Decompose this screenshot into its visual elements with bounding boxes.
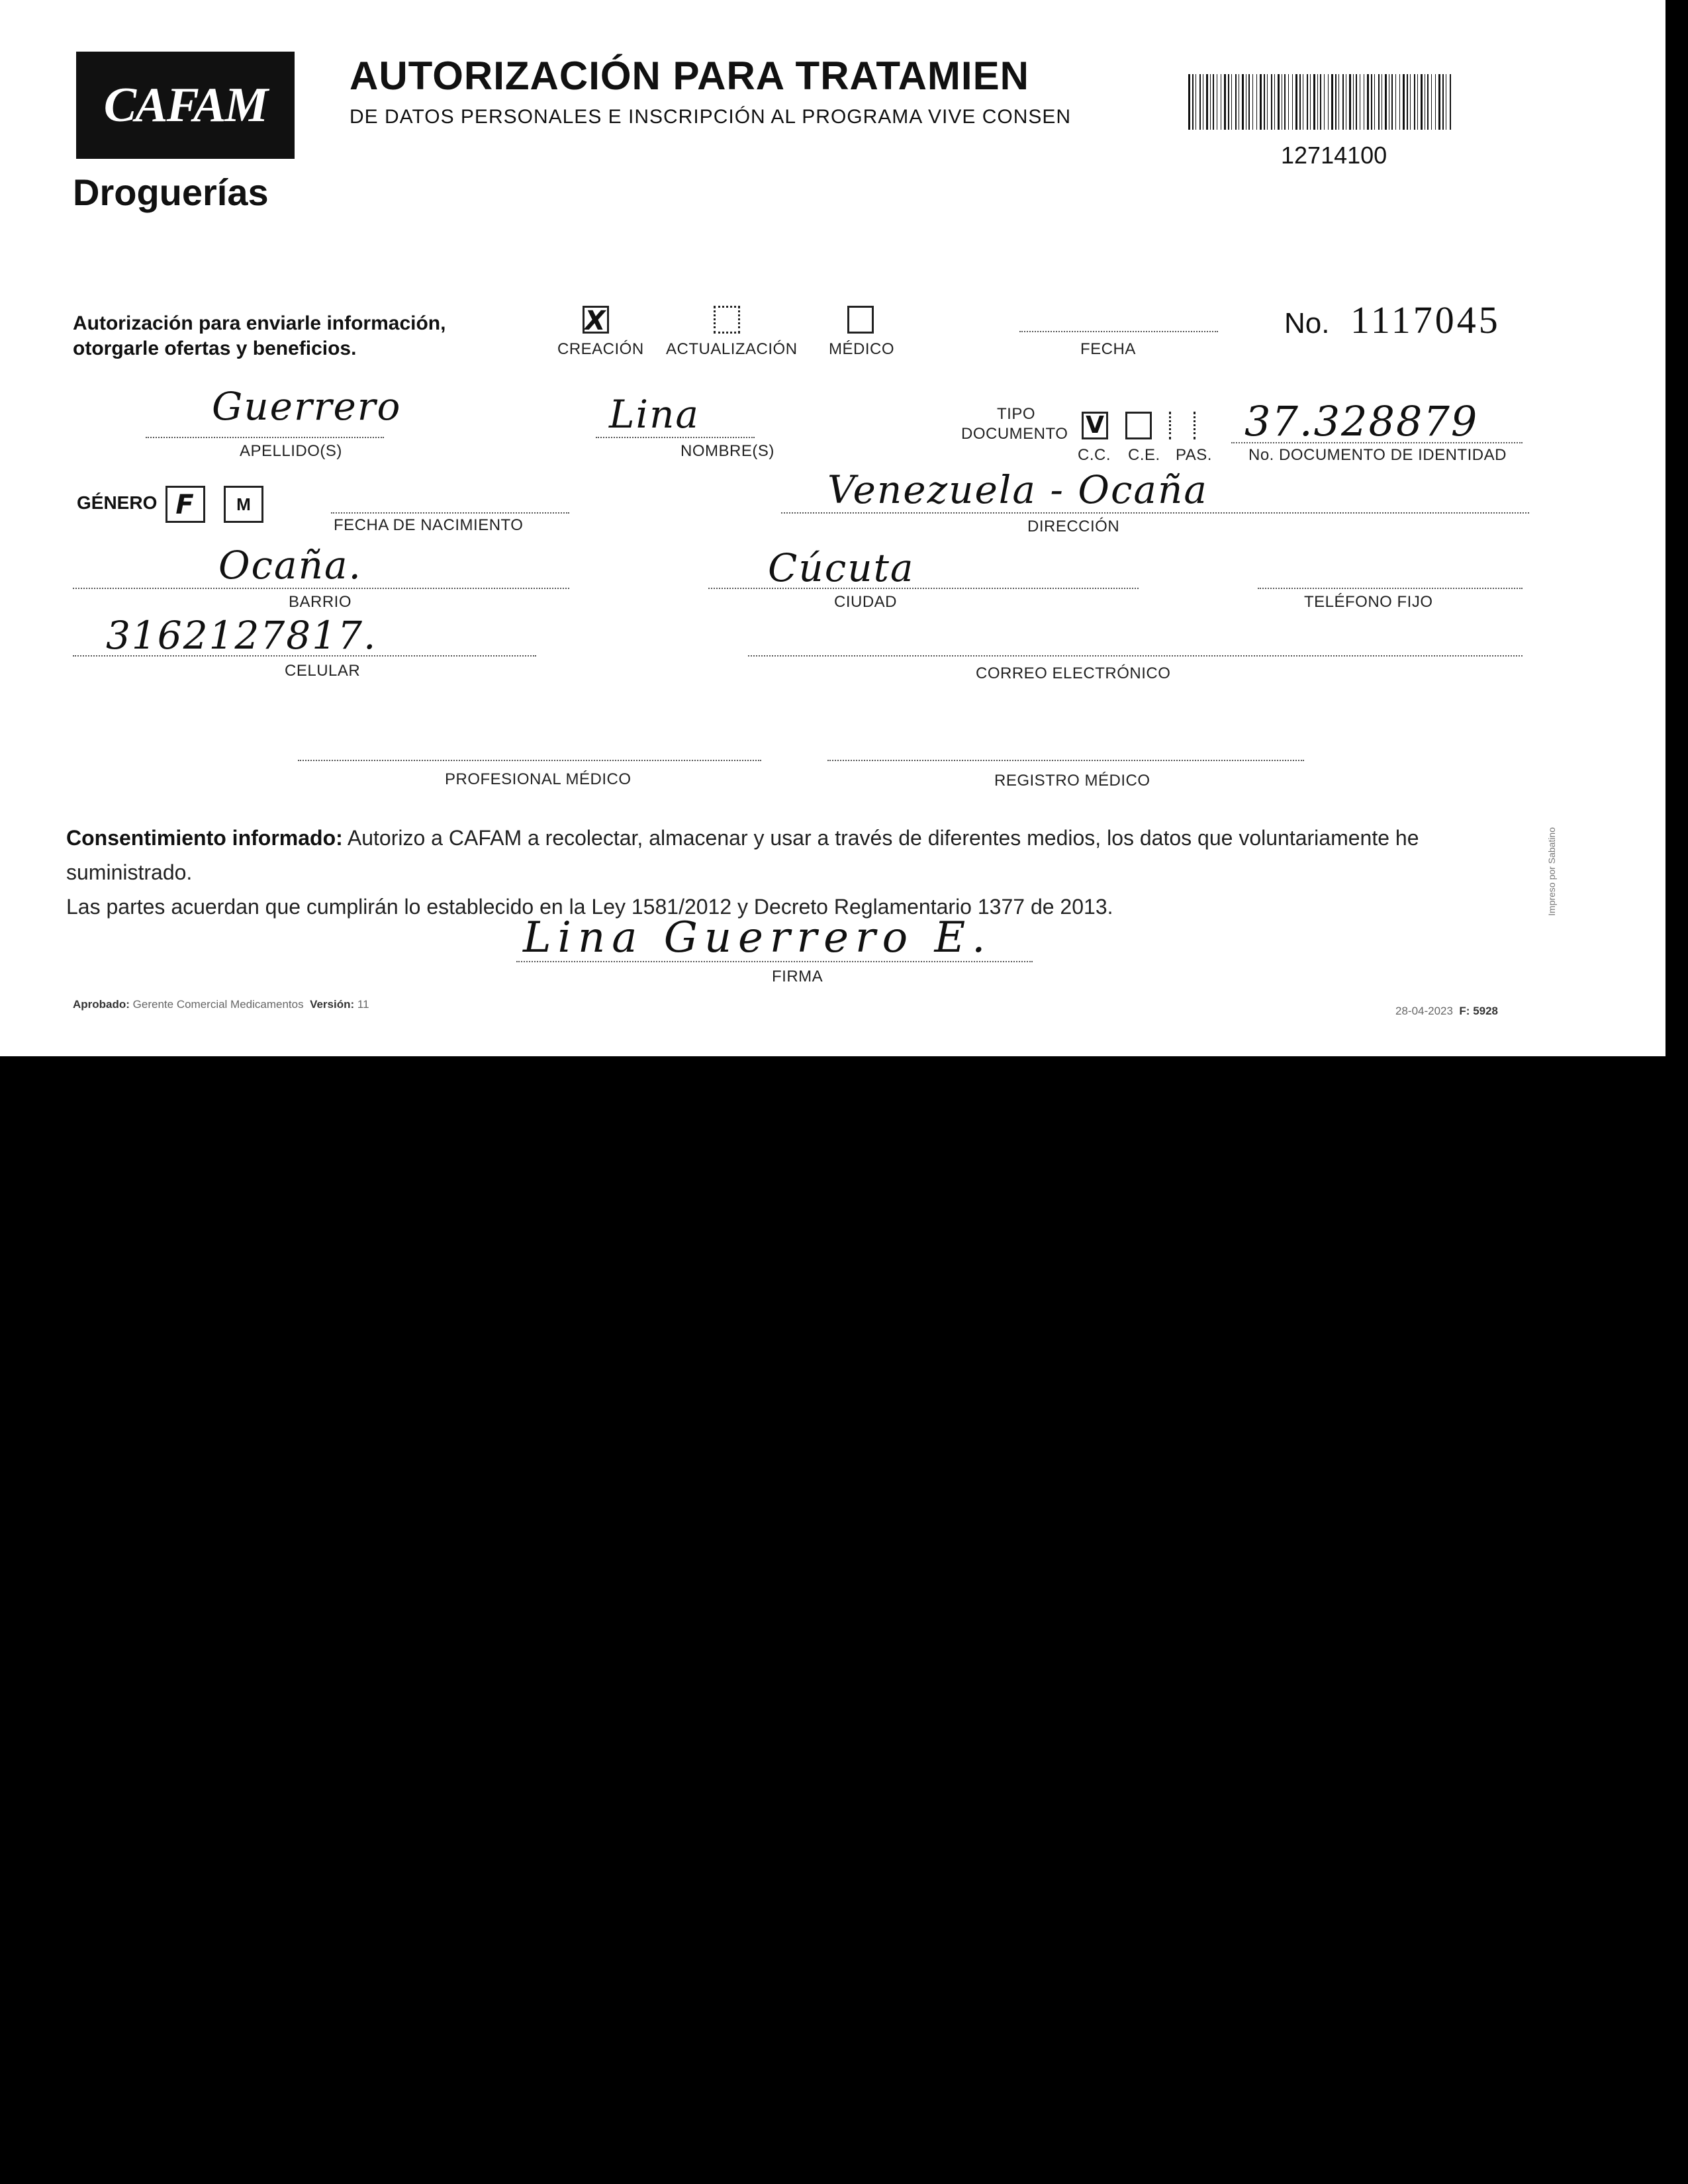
fecha-field[interactable] xyxy=(1019,331,1218,332)
checkbox-genero-f[interactable]: F xyxy=(165,486,205,523)
cc-label: C.C. xyxy=(1078,446,1111,464)
ciudad-label: CIUDAD xyxy=(834,593,898,611)
correo-field[interactable] xyxy=(748,655,1523,657)
telefono-label: TELÉFONO FIJO xyxy=(1304,593,1433,611)
pas-label: PAS. xyxy=(1176,446,1212,464)
medico-label: MÉDICO xyxy=(829,340,894,358)
checkbox-ce[interactable] xyxy=(1125,412,1152,439)
nombres-field[interactable] xyxy=(596,437,755,438)
actualizacion-label: ACTUALIZACIÓN xyxy=(666,340,798,358)
fecha-nacimiento-field[interactable] xyxy=(331,512,569,514)
ce-label: C.E. xyxy=(1128,446,1160,464)
celular-field[interactable] xyxy=(73,655,536,657)
direccion-value: Venezuela - Ocaña xyxy=(827,467,1208,512)
registro-field[interactable] xyxy=(827,760,1304,761)
barrio-label: BARRIO xyxy=(289,593,352,611)
profesional-field[interactable] xyxy=(298,760,761,761)
doc-number-label: No. DOCUMENTO DE IDENTIDAD xyxy=(1248,446,1507,464)
consent-text: Consentimiento informado: Autorizo a CAFAM a recolectar, almacenar y usar a través de diferentes medios, los datos que voluntariamente he suministrado. Las partes acuerdan que cumplirán lo establecido en la Ley 1581/2012 y Decreto Reglamentario 1377 de 2013. xyxy=(66,826,1419,919)
checkbox-actualizacion[interactable] xyxy=(714,306,740,334)
number-prefix: No. xyxy=(1284,307,1330,340)
barcode-icon xyxy=(1188,74,1453,130)
checkbox-creacion[interactable]: X xyxy=(583,306,609,334)
footer-date: 28-04-2023 F: 5928 xyxy=(1395,1005,1499,1017)
nombres-value: Lina xyxy=(609,392,700,437)
intro-text: Autorización para enviarle información, otorgarle ofertas y beneficios. xyxy=(73,312,446,359)
side-note: Impreso por Sabatino xyxy=(1546,827,1557,916)
creacion-label: CREACIÓN xyxy=(557,340,644,358)
signature-value: Lina Guerrero E. xyxy=(523,913,992,962)
checkbox-genero-m[interactable]: M xyxy=(224,486,263,523)
form-number: 1117045 xyxy=(1350,298,1501,341)
barrio-field[interactable] xyxy=(73,588,569,589)
signature-field[interactable] xyxy=(516,961,1033,962)
direccion-field[interactable] xyxy=(781,512,1529,514)
checkbox-medico[interactable] xyxy=(847,306,874,334)
barrio-value: Ocaña. xyxy=(218,543,362,588)
footer-aprobado: Aprobado: Gerente Comercial Medicamentos Versión: 11 xyxy=(73,998,369,1011)
genero-label: GÉNERO xyxy=(77,492,158,513)
apellidos-value: Guerrero xyxy=(212,384,402,429)
checkbox-pas[interactable] xyxy=(1169,412,1196,439)
celular-label: CELULAR xyxy=(285,662,361,680)
registro-label: REGISTRO MÉDICO xyxy=(994,772,1150,790)
correo-label: CORREO ELECTRÓNICO xyxy=(976,664,1171,682)
tipo-label: TIPO xyxy=(997,405,1036,423)
form-subtitle: DE DATOS PERSONALES E INSCRIPCIÓN AL PROGRAMA VIVE CONSEN xyxy=(350,106,1072,128)
ciudad-field[interactable] xyxy=(708,588,1139,589)
fecha-label: FECHA xyxy=(1080,340,1136,358)
barcode-number: 12714100 xyxy=(1281,142,1387,169)
doc-number-field[interactable] xyxy=(1231,442,1523,443)
apellidos-field[interactable] xyxy=(146,437,384,438)
form-sheet xyxy=(0,0,1665,1056)
cafam-logo: CAFAM xyxy=(76,52,295,159)
nombres-label: NOMBRE(S) xyxy=(680,442,774,460)
ciudad-value: Cúcuta xyxy=(768,545,915,590)
checkbox-cc[interactable]: V xyxy=(1082,412,1108,439)
fecha-nacimiento-label: FECHA DE NACIMIENTO xyxy=(334,516,524,534)
direccion-label: DIRECCIÓN xyxy=(1027,518,1120,535)
signature-label: FIRMA xyxy=(772,968,823,985)
documento-label: DOCUMENTO xyxy=(961,425,1068,443)
celular-value: 3162127817. xyxy=(106,613,377,658)
telefono-field[interactable] xyxy=(1258,588,1523,589)
apellidos-label: APELLIDO(S) xyxy=(240,442,342,460)
doc-number-value: 37.328879 xyxy=(1244,397,1479,445)
profesional-label: PROFESIONAL MÉDICO xyxy=(445,770,632,788)
form-title: AUTORIZACIÓN PARA TRATAMIEN xyxy=(350,54,1029,98)
brand-subtitle: Droguerías xyxy=(73,171,269,213)
